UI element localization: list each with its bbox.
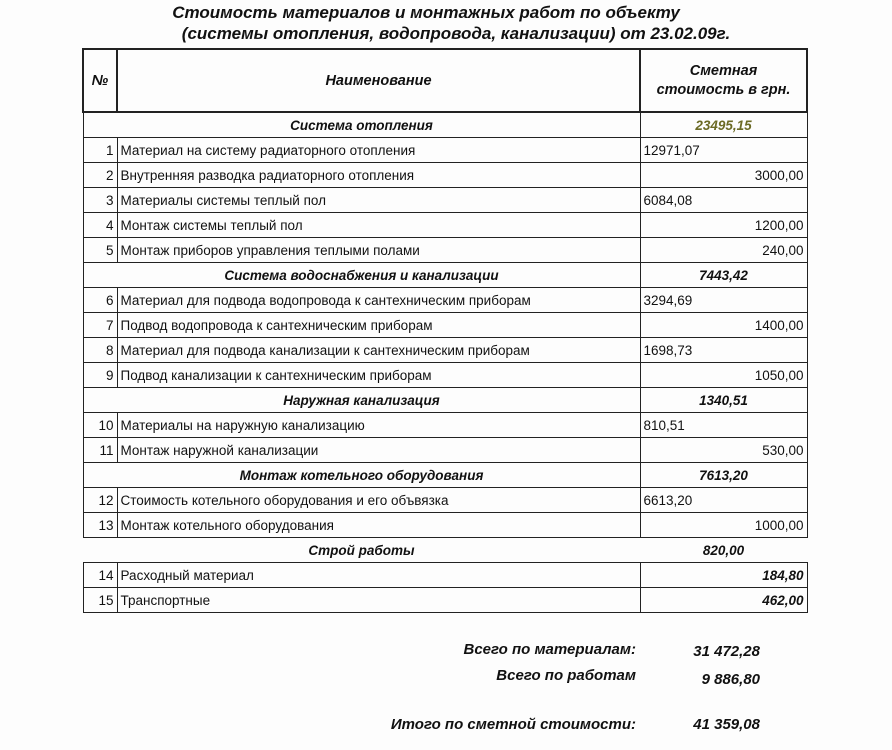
row-number: 9	[83, 363, 117, 388]
section-total: 7613,20	[640, 463, 807, 488]
row-name: Материалы на наружную канализацию	[117, 413, 640, 438]
table-row	[83, 188, 807, 213]
row-name: Внутренняя разводка радиаторного отопления	[117, 163, 640, 188]
row-name: Монтаж наружной канализации	[117, 438, 640, 463]
table-row	[83, 588, 807, 613]
section-title: Система водоснабжения и канализации	[83, 263, 640, 288]
row-number: 8	[83, 338, 117, 363]
table-row	[83, 438, 807, 463]
row-number: 1	[83, 138, 117, 163]
document-title: Стоимость материалов и монтажных работ по объекту	[172, 3, 680, 22]
section-title: Система отопления	[83, 112, 640, 138]
table-row	[83, 413, 807, 438]
table-header-row	[83, 49, 807, 112]
section-row	[83, 112, 807, 138]
row-number: 3	[83, 188, 117, 213]
row-number: 6	[83, 288, 117, 313]
row-cost: 6084,08	[640, 188, 807, 213]
row-cost: 3294,69	[640, 288, 807, 313]
row-number: 2	[83, 163, 117, 188]
total-materials-value: 31 472,28	[693, 643, 760, 660]
row-cost: 1400,00	[640, 313, 807, 338]
row-name: Монтаж системы теплый пол	[117, 213, 640, 238]
row-cost: 1000,00	[640, 513, 807, 538]
row-cost: 184,80	[640, 563, 807, 588]
section-row	[83, 538, 807, 563]
row-name: Материал для подвода водопровода к сантехническим приборам	[117, 288, 640, 313]
section-total: 1340,51	[640, 388, 807, 413]
section-title: Наружная канализация	[83, 388, 640, 413]
table-row	[83, 238, 807, 263]
row-cost: 462,00	[640, 588, 807, 613]
table-row	[83, 488, 807, 513]
row-cost: 1050,00	[640, 363, 807, 388]
table-row	[83, 563, 807, 588]
estimate-table	[82, 48, 808, 613]
row-number: 12	[83, 488, 117, 513]
row-cost: 12971,07	[640, 138, 807, 163]
row-number: 5	[83, 238, 117, 263]
row-number: 10	[83, 413, 117, 438]
row-cost: 240,00	[640, 238, 807, 263]
document-subtitle: (системы отопления, водопровода, канализации) от 23.02.09г.	[181, 24, 731, 43]
row-cost: 530,00	[640, 438, 807, 463]
header-name: Наименование	[117, 49, 640, 112]
row-name: Транспортные	[117, 588, 640, 613]
table-row	[83, 213, 807, 238]
header-cost: Сметная стоимость в грн.	[640, 49, 807, 112]
header-num: №	[83, 49, 117, 112]
section-total: 820,00	[640, 538, 807, 563]
row-name: Подвод канализации к сантехническим приборам	[117, 363, 640, 388]
section-total: 23495,15	[640, 112, 807, 138]
section-title: Монтаж котельного оборудования	[83, 463, 640, 488]
table-row	[83, 138, 807, 163]
total-materials-label: Всего по материалам:	[463, 641, 636, 658]
row-cost: 1200,00	[640, 213, 807, 238]
row-name: Подвод водопровода к сантехническим приборам	[117, 313, 640, 338]
section-row	[83, 263, 807, 288]
section-row	[83, 463, 807, 488]
section-row	[83, 388, 807, 413]
table-row	[83, 363, 807, 388]
row-name: Материалы системы теплый пол	[117, 188, 640, 213]
row-name: Монтаж котельного оборудования	[117, 513, 640, 538]
table-row	[83, 313, 807, 338]
section-total: 7443,42	[640, 263, 807, 288]
row-cost: 3000,00	[640, 163, 807, 188]
total-works-value: 9 886,80	[701, 671, 760, 688]
table-row	[83, 163, 807, 188]
row-number: 14	[83, 563, 117, 588]
row-number: 11	[83, 438, 117, 463]
table-row	[83, 338, 807, 363]
row-cost: 1698,73	[640, 338, 807, 363]
table-row	[83, 513, 807, 538]
row-number: 4	[83, 213, 117, 238]
row-name: Материал на систему радиаторного отопления	[117, 138, 640, 163]
row-name: Монтаж приборов управления теплыми полами	[117, 238, 640, 263]
section-title: Строй работы	[83, 538, 640, 563]
row-name: Материал для подвода канализации к сантехническим приборам	[117, 338, 640, 363]
table-row	[83, 288, 807, 313]
row-number: 15	[83, 588, 117, 613]
row-number: 7	[83, 313, 117, 338]
row-cost: 6613,20	[640, 488, 807, 513]
row-name: Расходный материал	[117, 563, 640, 588]
total-works-label: Всего по работам	[496, 667, 636, 684]
grand-total-value: 41 359,08	[693, 716, 760, 733]
row-cost: 810,51	[640, 413, 807, 438]
row-name: Стоимость котельного оборудования и его объвязка	[117, 488, 640, 513]
row-number: 13	[83, 513, 117, 538]
grand-total-label: Итого по сметной стоимости:	[390, 716, 636, 733]
